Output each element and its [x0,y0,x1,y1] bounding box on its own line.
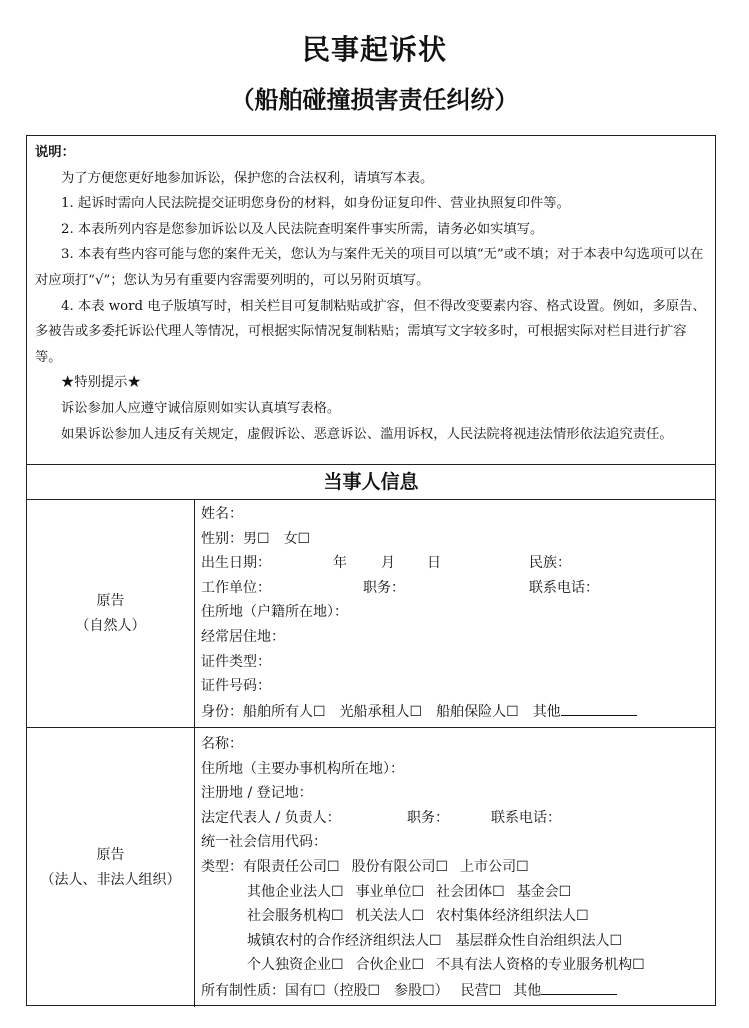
name-label: 姓名： [201,506,243,522]
type-joint-stock-checkbox[interactable]: 股份有限公司☐ [351,858,449,875]
org-domicile-field[interactable]: 住所地（主要办事机构所在地）： [201,760,404,777]
special-notice-2: 如果诉讼参加人违反有关规定，虚假诉讼、恶意诉讼、滥用诉权，人民法院将视违法情形依法追究责任。 [61,426,673,442]
representative-line [201,806,715,831]
instructions-section [27,136,715,465]
party-info-heading: 当事人信息 [27,465,715,500]
domicile-field[interactable]: 住所地（户籍所在地）： [201,604,348,621]
org-type-line-1 [201,855,715,880]
plaintiff-natural-label-cell [27,500,195,727]
type-grassroots-checkbox[interactable]: 基层群众性自治组织法人☐ [455,932,623,949]
ownership-other-blank[interactable] [541,978,617,995]
instructions-label: 说明： [35,145,75,160]
type-llc-checkbox[interactable]: 有限责任公司☐ [243,858,340,875]
plaintiff-legal-label-cell [27,728,195,1007]
ownership-label: 所有制性质： [201,982,285,999]
birth-ethnicity-line [201,551,715,576]
id-number-field[interactable]: 证件号码： [201,678,271,695]
instruction-item-1: 1. 起诉时需向人民法院提交证明您身份的材料，如身份证复印件、营业执照复印件等。 [61,196,570,212]
special-notice-title: ★特别提示★ [61,375,141,391]
position-field[interactable]: 职务： [363,579,405,596]
page-subtitle: （船舶碰撞损害责任纠纷） [230,85,519,114]
employer-field[interactable]: 工作单位： [201,579,271,596]
type-foundation-checkbox[interactable]: 基金会☐ [516,883,572,900]
type-public-institution-checkbox[interactable]: 事业单位☐ [355,883,425,900]
credit-code-field[interactable]: 统一社会信用代码： [201,834,327,851]
plaintiff-label: 原告 [96,846,125,863]
residence-field[interactable]: 经常居住地： [201,628,285,645]
gender-male-checkbox[interactable]: 男☐ [243,530,270,547]
ethnicity-field[interactable]: 民族： [529,555,571,572]
identity-other-blank[interactable] [561,699,637,716]
org-type-line-4 [201,929,715,954]
org-type-line-5 [201,953,715,978]
registered-place-field[interactable]: 注册地 / 登记地： [201,785,313,802]
phone-field[interactable]: 联系电话： [529,579,599,596]
org-type-line-2 [201,880,715,905]
instruction-item-2: 2. 本表所列内容是您参加诉讼以及人民法院查明案件事实所需，请务必如实填写。 [61,221,544,237]
plaintiff-natural-person-row [27,500,715,728]
org-type-label: 类型： [201,858,243,875]
birth-year-label: 年 [333,555,347,572]
ownership-state-checkbox[interactable]: 国有☐（控股☐ 参股☐） [285,982,449,999]
gender-female-checkbox[interactable]: 女☐ [283,530,311,547]
ownership-line [201,978,715,1003]
type-social-service-checkbox[interactable]: 社会服务机构☐ [247,908,344,925]
plaintiff-natural-fields [195,500,715,727]
identity-line [201,699,715,724]
type-listed-checkbox[interactable]: 上市公司☐ [460,858,529,875]
type-professional-service-checkbox[interactable]: 不具有法人资格的专业服务机构☐ [436,957,645,974]
type-social-group-checkbox[interactable]: 社会团体☐ [436,883,505,900]
birth-day-label: 日 [427,555,441,572]
representative-position-field[interactable]: 职务： [407,809,449,826]
identity-label: 身份： [201,703,243,720]
representative-field[interactable]: 法定代表人 / 负责人： [201,809,341,826]
form-table [26,135,716,1006]
identity-ship-insurer-checkbox[interactable]: 船舶保险人☐ [436,703,519,720]
plaintiff-legal-person-row [27,728,715,1007]
id-type-field[interactable]: 证件类型： [201,653,271,670]
page-title: 民事起诉状 [301,33,447,66]
instructions-intro: 为了方便您更好地参加诉讼，保护您的合法权利，请填写本表。 [61,170,434,186]
name-field[interactable] [201,502,715,527]
plaintiff-label: 原告 [96,592,125,609]
instruction-item-4: 4. 本表 word 电子版填写时，相关栏目可复制粘贴或扩容，但不得改变要素内容、格式设置。例如，多原告、多被告或多委托诉讼代理人等情况，可根据实际情况复制粘贴；需填写文字较多时，可根据实际对栏目进行扩容等。 [35,298,706,365]
type-sole-proprietorship-checkbox[interactable]: 个人独资企业☐ [247,957,344,974]
gender-label: 性别： [201,530,243,547]
identity-bareboat-charterer-checkbox[interactable]: 光船承租人☐ [339,703,423,720]
type-partnership-checkbox[interactable]: 合伙企业☐ [355,957,425,974]
org-type-line-3 [201,904,715,929]
org-name-field[interactable]: 名称： [201,736,243,752]
ownership-other-label: 其他 [513,982,542,999]
instruction-item-3: 3. 本表有些内容可能与您的案件无关，您认为与案件无关的项目可以填“无”或不填；对于本表中勾选项可以在对应项打“√”；您认为另有重要内容需要列明的，可以另附页填写。 [35,247,704,288]
representative-phone-field[interactable]: 联系电话： [491,809,561,826]
type-other-enterprise-checkbox[interactable]: 其他企业法人☐ [247,883,344,900]
special-notice-1: 诉讼参加人应遵守诚信原则如实认真填写表格。 [61,400,341,416]
plaintiff-type-label: （法人、非法人组织） [40,871,181,888]
plaintiff-type-label: （自然人） [75,617,146,634]
ownership-private-checkbox[interactable]: 民营☐ [460,982,502,999]
type-rural-collective-checkbox[interactable]: 农村集体经济组织法人☐ [436,908,589,925]
identity-other-label: 其他 [532,703,561,720]
identity-ship-owner-checkbox[interactable]: 船舶所有人☐ [243,703,326,720]
plaintiff-legal-fields [195,728,715,1007]
birth-month-label: 月 [381,555,395,572]
type-cooperative-checkbox[interactable]: 城镇农村的合作经济组织法人☐ [247,932,442,949]
birth-date-label[interactable]: 出生日期： [201,555,271,572]
gender-field [201,527,715,552]
employment-line [201,576,715,601]
type-government-checkbox[interactable]: 机关法人☐ [355,908,425,925]
